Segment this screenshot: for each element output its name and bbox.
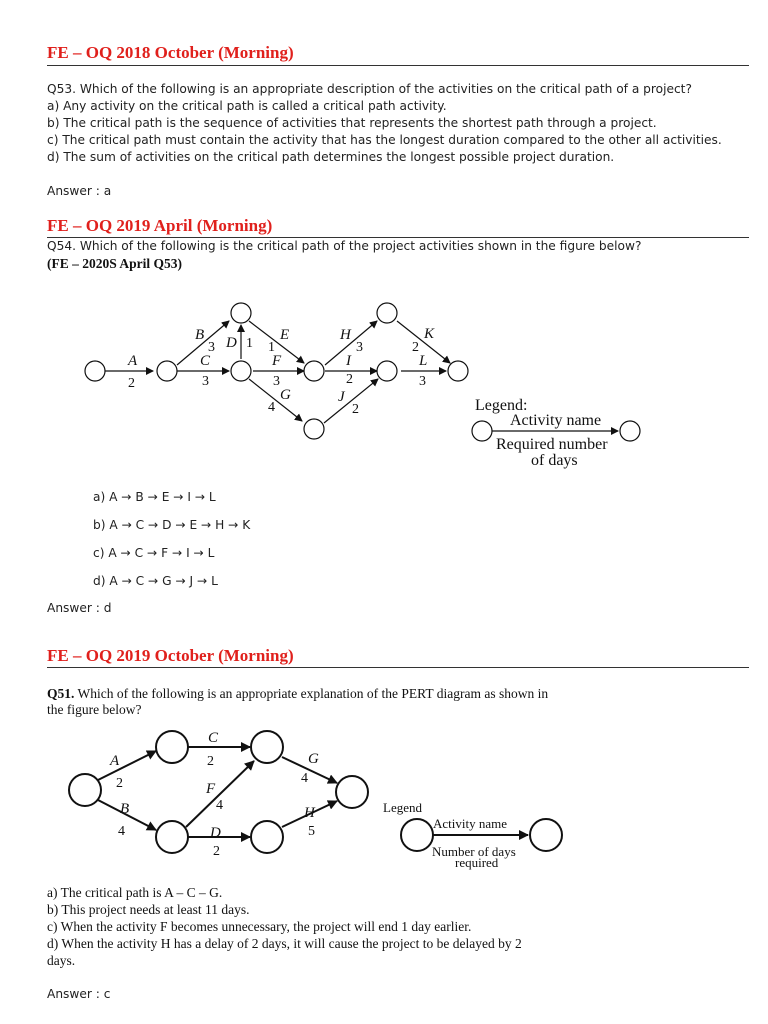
activity-days: 5 bbox=[308, 824, 315, 839]
answer-text: Answer : c bbox=[47, 987, 111, 1001]
answer-text: Answer : a bbox=[47, 184, 112, 198]
activity-name: F bbox=[272, 353, 282, 369]
question-number: Q51. bbox=[47, 686, 75, 701]
question-body: Which of the following is an appropriate explanation of the PERT diagram as shown in bbox=[74, 686, 549, 701]
activity-days: 1 bbox=[268, 340, 275, 355]
activity-days: 3 bbox=[356, 340, 363, 355]
divider bbox=[47, 237, 749, 238]
activity-days: 3 bbox=[202, 374, 209, 389]
question-text bbox=[47, 686, 548, 702]
activity-days: 4 bbox=[301, 771, 308, 786]
section-heading: FE – OQ 2018 October (Morning) bbox=[47, 43, 294, 62]
activity-name: J bbox=[338, 389, 345, 405]
activity-days: 3 bbox=[208, 340, 215, 355]
activity-days: 4 bbox=[118, 824, 125, 839]
activity-name: H bbox=[340, 327, 351, 343]
activity-name: K bbox=[424, 326, 435, 342]
activity-days: 3 bbox=[273, 374, 280, 389]
divider bbox=[47, 65, 749, 66]
option-b: b) A → C → D → E → H → K bbox=[93, 518, 251, 532]
activity-name: I bbox=[346, 353, 351, 369]
activity-days: 2 bbox=[207, 754, 214, 769]
activity-name: B bbox=[120, 801, 130, 817]
activity-name: L bbox=[419, 353, 428, 369]
activity-name: D bbox=[226, 335, 237, 351]
option-a: a) A → B → E → I → L bbox=[93, 490, 216, 504]
activity-name: G bbox=[280, 387, 291, 403]
activity-days: 2 bbox=[116, 776, 123, 791]
section-heading: FE – OQ 2019 April (Morning) bbox=[47, 216, 273, 235]
option-c: c) A → C → F → I → L bbox=[93, 546, 215, 560]
question-text: Q54. Which of the following is the critical path of the project activities shown in the figure below? bbox=[47, 239, 642, 253]
question-text-line2: the figure below? bbox=[47, 702, 142, 717]
activity-name: C bbox=[208, 730, 219, 746]
section-heading: FE – OQ 2019 October (Morning) bbox=[47, 646, 294, 665]
option-a: a) Any activity on the critical path is called a critical path activity. bbox=[47, 99, 447, 113]
option-d: d) The sum of activities on the critical path determines the longest possible project duration. bbox=[47, 150, 615, 164]
legend-days-label: required bbox=[455, 855, 499, 870]
option-d-continued: days. bbox=[47, 953, 76, 968]
network-diagram-q54 bbox=[80, 295, 660, 475]
activity-days: 1 bbox=[246, 336, 253, 351]
question-reference: (FE – 2020S April Q53) bbox=[47, 256, 183, 271]
activity-name: F bbox=[206, 781, 216, 797]
activity-name: E bbox=[280, 327, 290, 343]
activity-days: 2 bbox=[412, 340, 419, 355]
legend-title: Legend: bbox=[475, 397, 528, 414]
legend-activity-label: Activity name bbox=[510, 412, 602, 429]
option-c: c) The critical path must contain the activity that has the longest duration compared to the other all activities. bbox=[47, 133, 722, 147]
divider bbox=[47, 667, 749, 668]
question-text: Q53. Which of the following is an appropriate description of the activities on the critical path of a project? bbox=[47, 82, 692, 96]
activity-days: 3 bbox=[419, 374, 426, 389]
activity-days: 2 bbox=[346, 372, 353, 387]
activity-name: D bbox=[210, 825, 221, 841]
activity-days: 4 bbox=[268, 400, 275, 415]
activity-name: G bbox=[308, 751, 319, 767]
activity-name: C bbox=[200, 353, 211, 369]
option-c: c) When the activity F becomes unnecessary, the project will end 1 day earlier. bbox=[47, 919, 472, 934]
legend-days-label: Number of days bbox=[432, 844, 516, 859]
activity-name: A bbox=[128, 353, 138, 369]
answer-text: Answer : d bbox=[47, 601, 112, 615]
activity-days: 2 bbox=[213, 844, 220, 859]
activity-days: 4 bbox=[216, 798, 223, 813]
legend-days-label: Required number bbox=[496, 436, 608, 453]
legend-title: Legend bbox=[383, 800, 422, 815]
legend-activity-label: Activity name bbox=[433, 816, 508, 831]
option-a: a) The critical path is A – C – G. bbox=[47, 885, 223, 900]
activity-name: H bbox=[304, 805, 315, 821]
option-b: b) The critical path is the sequence of activities that represents the shortest path through a project. bbox=[47, 116, 657, 130]
activity-days: 2 bbox=[128, 376, 135, 391]
legend-days-label: of days bbox=[531, 452, 578, 469]
option-d: d) When the activity H has a delay of 2 days, it will cause the project to be delayed by 2 bbox=[47, 936, 522, 951]
pert-diagram-q51 bbox=[60, 725, 580, 875]
activity-days: 2 bbox=[352, 402, 359, 417]
activity-name: A bbox=[110, 753, 120, 769]
option-b: b) This project needs at least 11 days. bbox=[47, 902, 250, 917]
activity-name: B bbox=[195, 327, 205, 343]
option-d: d) A → C → G → J → L bbox=[93, 574, 218, 588]
